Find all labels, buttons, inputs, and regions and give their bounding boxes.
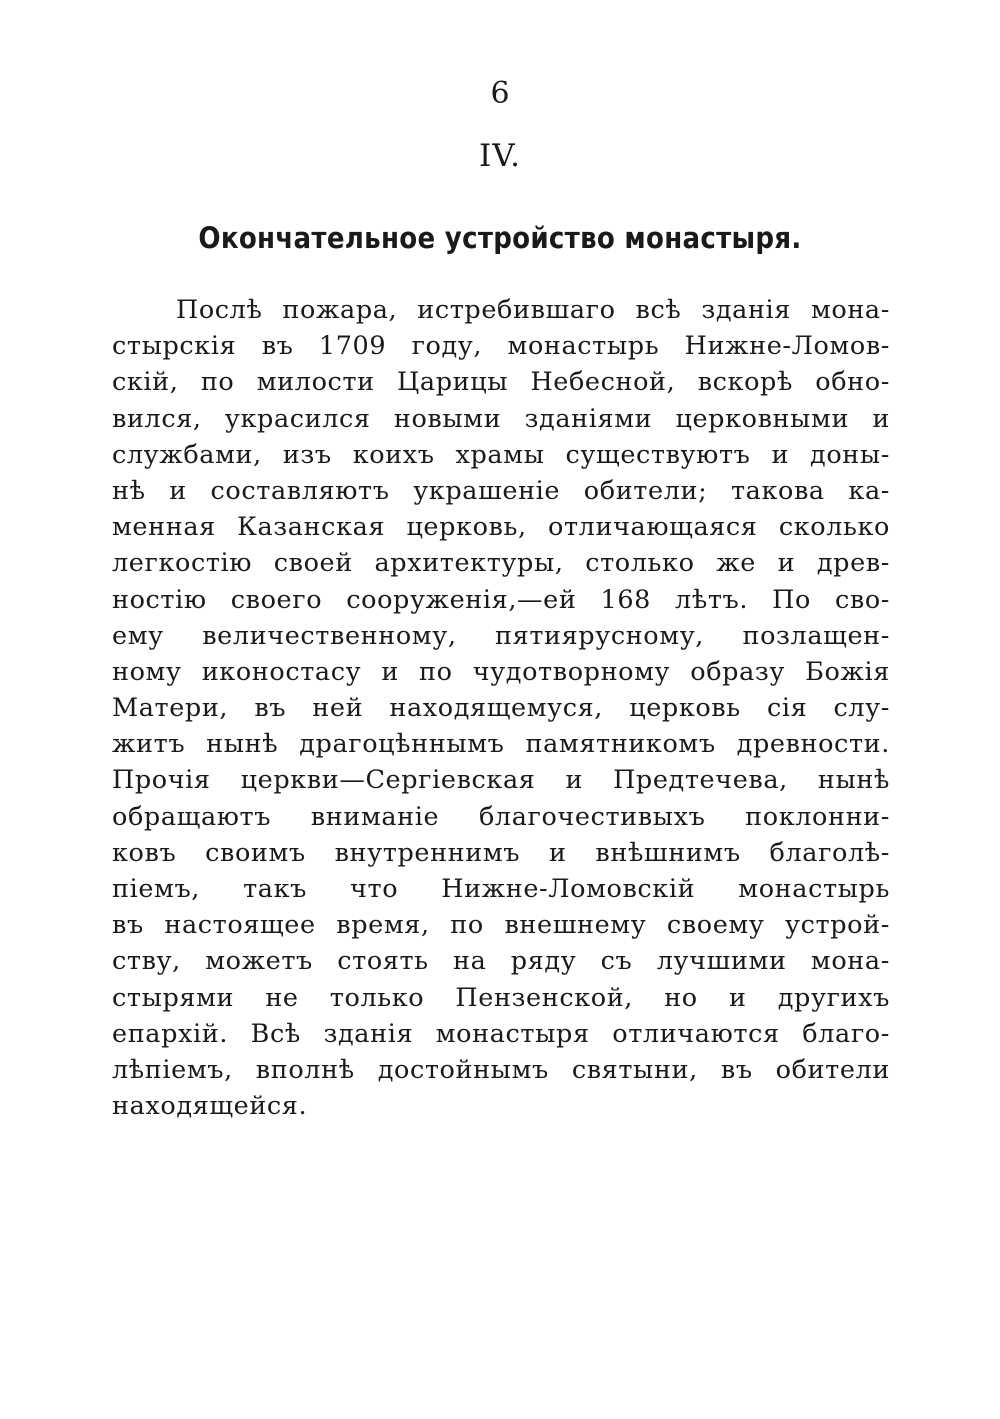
word: службами, xyxy=(112,439,262,470)
word: всѣ xyxy=(635,295,682,325)
word: 1709 xyxy=(318,331,387,362)
word: обно- xyxy=(815,367,890,398)
text-line xyxy=(112,799,890,835)
word: составляютъ xyxy=(210,475,390,506)
word: 168 xyxy=(600,584,651,615)
word: Пензенской, xyxy=(455,982,634,1013)
text-line xyxy=(112,871,890,907)
word: достойнымъ xyxy=(377,1054,549,1085)
word: внешнему xyxy=(504,910,647,941)
word: образу xyxy=(690,656,786,687)
word: настоящее xyxy=(164,910,316,941)
word: благо- xyxy=(802,1018,890,1049)
word: церковными xyxy=(675,403,850,434)
word: по xyxy=(450,910,484,941)
word: древ- xyxy=(816,548,890,579)
word: Нижне-Ломовскій xyxy=(441,874,696,904)
word: Прочія xyxy=(112,765,211,796)
word: обители; xyxy=(583,475,708,506)
word: ему xyxy=(112,620,164,651)
word: столько xyxy=(585,548,695,579)
word: ному xyxy=(112,656,182,687)
word: чудотворному xyxy=(472,656,671,687)
word: ковъ xyxy=(112,837,177,868)
word: своему xyxy=(666,910,765,941)
word: лучшими xyxy=(656,946,787,977)
word: нынѣ xyxy=(206,729,279,760)
word: вскорѣ xyxy=(697,367,793,398)
word: мона- xyxy=(810,946,890,977)
word: внѣшнимъ xyxy=(595,837,741,868)
word: своей xyxy=(273,548,353,579)
word: и xyxy=(565,765,584,796)
word: піемъ, xyxy=(112,874,201,904)
word: зданія xyxy=(323,1018,414,1049)
word: слу- xyxy=(833,693,890,724)
chapter-title: Окончательное устройство монастыря. xyxy=(198,221,802,255)
word: на xyxy=(453,946,487,977)
word: памятникомъ xyxy=(525,729,716,760)
word: сколько xyxy=(778,512,890,543)
text-line xyxy=(112,835,890,871)
word: зданіями xyxy=(524,403,653,434)
word: зданія xyxy=(701,295,791,325)
chapter-number: IV. xyxy=(478,138,522,174)
word: Послѣ xyxy=(176,295,263,325)
word: что xyxy=(350,874,399,904)
page-number: 6 xyxy=(490,76,510,111)
word: мона- xyxy=(810,295,890,325)
word: благочестивыхъ xyxy=(478,801,706,832)
word: Царицы xyxy=(397,367,509,398)
word: ней xyxy=(312,693,364,724)
text-line xyxy=(112,401,890,437)
text-line xyxy=(112,654,890,690)
word: изъ xyxy=(282,439,332,470)
word: позлащен- xyxy=(742,620,890,651)
word: и xyxy=(872,403,890,434)
word: такова xyxy=(730,475,825,506)
word: въ xyxy=(261,331,294,362)
word: нѣ xyxy=(112,475,146,506)
word: епархій. xyxy=(112,1018,229,1049)
text-line xyxy=(112,582,890,618)
word: величественному, xyxy=(202,620,457,651)
text-line xyxy=(112,762,890,798)
text-line xyxy=(112,1052,890,1088)
word: и xyxy=(777,548,796,579)
word: и xyxy=(169,475,187,506)
word: такъ xyxy=(243,874,307,904)
word: стоять xyxy=(337,946,429,977)
word: Матери, xyxy=(112,693,229,724)
word: устрой- xyxy=(785,910,890,941)
word: Божія xyxy=(805,656,890,687)
word: коихъ xyxy=(352,439,435,470)
word: по xyxy=(200,367,235,398)
word: стырскія xyxy=(112,331,237,362)
word: скій, xyxy=(112,367,179,398)
word: поклонни- xyxy=(745,801,890,832)
word: и xyxy=(728,982,747,1013)
word: милости xyxy=(256,367,375,398)
word: году, xyxy=(411,331,483,362)
text-line xyxy=(112,545,890,581)
word: своимъ xyxy=(205,837,306,868)
word: церкви—Сергіевская xyxy=(240,765,536,796)
text-line xyxy=(112,690,890,726)
word: благолѣ- xyxy=(769,837,890,868)
word: отличающаяся xyxy=(548,512,758,543)
word: иконостасу xyxy=(201,656,362,687)
text-line xyxy=(112,292,890,328)
word: и xyxy=(548,837,567,868)
word: же xyxy=(716,548,756,579)
word: лѣтъ. xyxy=(675,584,749,615)
word: Нижне-Ломов- xyxy=(684,331,890,362)
word: другихъ xyxy=(777,982,890,1013)
word: монастырь xyxy=(507,331,660,362)
word: не xyxy=(265,982,299,1013)
word: житъ xyxy=(112,729,186,760)
text-line xyxy=(112,437,890,473)
word: но xyxy=(664,982,698,1013)
word: Небесной, xyxy=(530,367,676,398)
word: ряду xyxy=(510,946,577,977)
word: украшеніе xyxy=(413,475,561,506)
word: время, xyxy=(336,910,430,941)
word: Предтечева, xyxy=(613,765,788,796)
word: своего xyxy=(230,584,323,615)
text-line xyxy=(112,364,890,400)
word: вполнѣ xyxy=(255,1054,355,1085)
word: по xyxy=(419,656,453,687)
word: храмы xyxy=(455,439,545,470)
text-line xyxy=(112,1088,890,1124)
word: отличаются xyxy=(612,1018,780,1049)
word: и xyxy=(381,656,399,687)
word: сія xyxy=(766,693,808,724)
word: монастыря xyxy=(435,1018,590,1049)
word: архитектуры, xyxy=(374,548,564,579)
word: Всѣ xyxy=(250,1018,301,1049)
word: въ xyxy=(112,910,144,941)
word: въ xyxy=(254,693,287,724)
word: можетъ xyxy=(205,946,313,977)
word: Казанская xyxy=(237,512,386,543)
text-line xyxy=(112,473,890,509)
word: пожара, xyxy=(282,295,398,325)
word: стырями xyxy=(112,982,235,1013)
word: пятиярусному, xyxy=(495,620,705,651)
word: лѣпіемъ, xyxy=(112,1054,233,1085)
text-line xyxy=(112,509,890,545)
word: По xyxy=(772,584,811,615)
word: вниманіе xyxy=(310,801,440,832)
word: ка- xyxy=(848,475,890,506)
text-line xyxy=(112,980,890,1016)
word: монастырь xyxy=(738,874,890,904)
word: святыни, xyxy=(571,1054,698,1085)
text-line xyxy=(112,618,890,654)
word: менная xyxy=(112,512,216,543)
body-text xyxy=(112,292,890,1124)
word: драгоцѣннымъ xyxy=(299,729,505,760)
word: украсился xyxy=(224,403,371,434)
word: церковь, xyxy=(406,512,527,543)
word: ству, xyxy=(112,946,181,977)
word: новыми xyxy=(393,403,502,434)
text-line xyxy=(112,328,890,364)
word: существуютъ xyxy=(565,439,751,470)
text-line xyxy=(112,726,890,762)
word: находящейся. xyxy=(112,1091,308,1122)
word: легкостію xyxy=(112,548,253,579)
word: находящемуся, xyxy=(389,693,604,724)
word: доны- xyxy=(810,439,890,470)
word: внутреннимъ xyxy=(334,837,521,868)
word: только xyxy=(329,982,425,1013)
word: ностію xyxy=(112,584,207,615)
word: сооруженія,—ей xyxy=(346,584,577,615)
text-line xyxy=(112,1016,890,1052)
word: съ xyxy=(600,946,633,977)
word: сво- xyxy=(834,584,890,615)
word: церковь xyxy=(629,693,741,724)
word: въ xyxy=(720,1054,753,1085)
word: обители xyxy=(775,1054,890,1085)
text-line xyxy=(112,943,890,979)
text-line xyxy=(112,907,890,943)
word: и xyxy=(771,439,790,470)
word: нынѣ xyxy=(817,765,890,796)
word: истребившаго xyxy=(417,295,616,325)
word: обращаютъ xyxy=(112,801,272,832)
word: вился, xyxy=(112,403,202,434)
word: древности. xyxy=(736,729,890,760)
